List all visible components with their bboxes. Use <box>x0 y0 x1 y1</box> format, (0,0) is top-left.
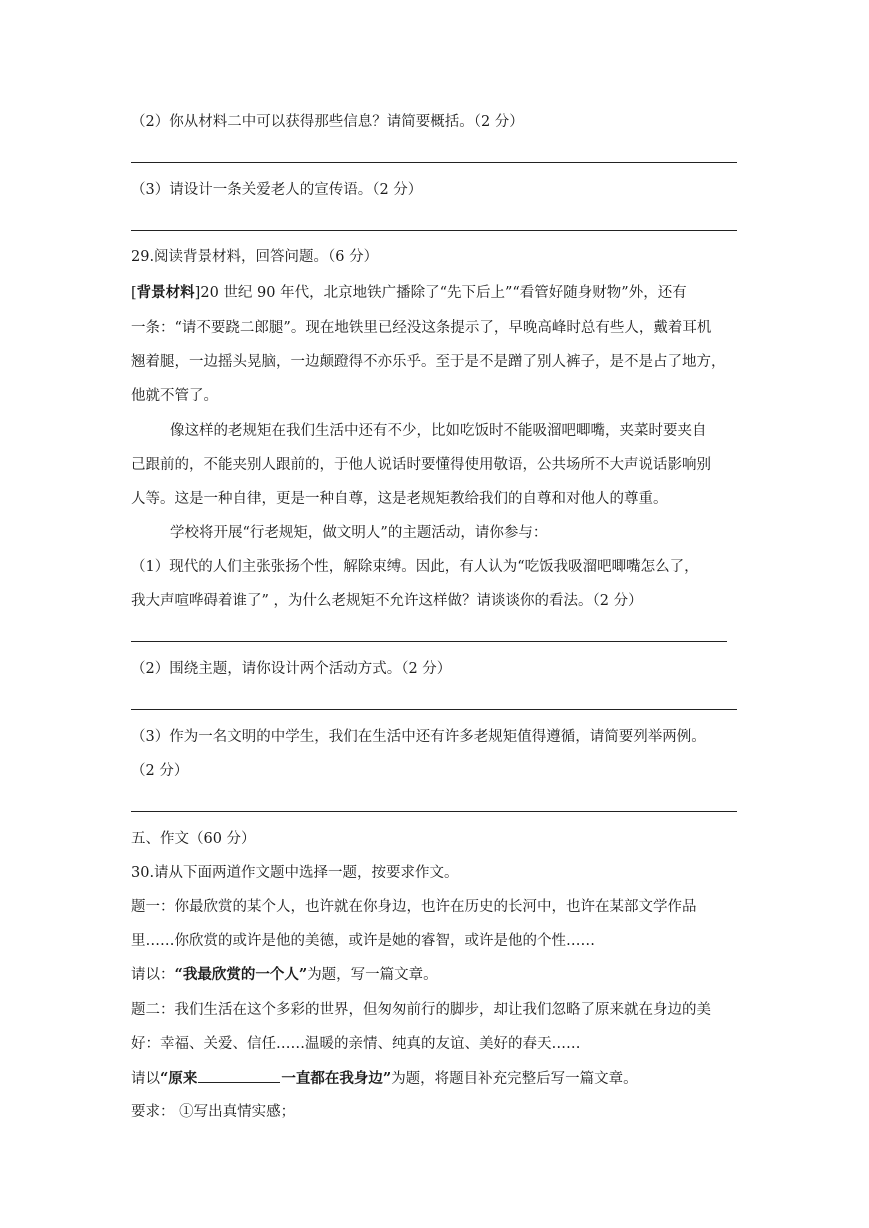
topic2-title-start: “原来 <box>160 1070 198 1087</box>
answer-line-q28-3[interactable] <box>131 230 737 231</box>
requirements: 要求： ①写出真情实感； <box>131 1104 296 1120</box>
answer-line-q28-2[interactable] <box>131 162 737 163</box>
topic1-text-cont: 里……你欣赏的或许是他的美德，或许是她的睿智，或许是他的个性…… <box>131 933 595 949</box>
bracket-close: ] <box>194 285 201 301</box>
q29-part3-cont: （2 分） <box>131 763 189 779</box>
title-fill-blank[interactable] <box>198 1068 280 1083</box>
topic1-requirement <box>131 965 438 985</box>
topic1-text: 题一：你最欣赏的某个人，也许就在你身边，也许在历史的长河中，也许在某部文学作品 <box>131 899 697 915</box>
q30-title: 30.请从下面两道作文题中选择一题，按要求作文。 <box>131 865 459 881</box>
activity-intro: 学校将开展“行老规矩，做文明人”的主题活动，请你参与： <box>170 525 548 541</box>
topic1-essay-title: “我最欣赏的一个人” <box>174 966 308 983</box>
background-text: 20 世纪 90 年代，北京地铁广播除了“先下后上”“看管好随身财物”外，还有 <box>200 285 687 301</box>
q29-part2: （2）围绕主题，请你设计两个活动方式。（2 分） <box>131 661 452 677</box>
req-prefix: 请以： <box>131 967 175 983</box>
topic2-text: 题二：我们生活在这个多彩的世界，但匆匆前行的脚步，却让我们忽略了原来就在身边的美 <box>131 1002 711 1018</box>
req-suffix: 为题，将题目补充完整后写一篇文章。 <box>391 1071 638 1087</box>
q28-part3: （3）请设计一条关爱老人的宣传语。（2 分） <box>131 182 423 198</box>
q28-part2: （2）你从材料二中可以获得那些信息？请简要概括。（2 分） <box>131 114 524 130</box>
background-text-line: 他就不管了。 <box>131 388 218 404</box>
section-title: 五、作文（60 分） <box>131 831 256 847</box>
answer-line-q29-1[interactable] <box>131 641 727 642</box>
req-suffix: 为题，写一篇文章。 <box>307 967 438 983</box>
paragraph-line: 己跟前的，不能夹别人跟前的，于他人说话时要懂得使用敬语，公共场所不大声说话影响别 <box>131 457 711 473</box>
background-text-line: 翘着腿，一边摇头晃脑，一边颠蹬得不亦乐乎。至于是不是蹭了别人裤子，是不是占了地方， <box>131 354 726 370</box>
background-text-line: 一条：“请不要跷二郎腿”。现在地铁里已经没这条提示了，早晚高峰时总有些人，戴着耳机 <box>131 320 712 336</box>
answer-line-q29-2[interactable] <box>131 709 737 710</box>
req-prefix: 请以 <box>131 1071 160 1087</box>
topic2-text-cont: 好：幸福、关爱、信任……温暖的亲情、纯真的友谊、美好的春天…… <box>131 1036 581 1052</box>
q29-part1-cont: 我大声喧哗碍着谁了” ，为什么老规矩不允许这样做？请谈谈你的看法。（2 分） <box>131 593 643 609</box>
background-label: 背景材料 <box>136 284 195 301</box>
q29-title: 29.阅读背景材料，回答问题。（6 分） <box>131 249 379 265</box>
q29-part3: （3）作为一名文明的中学生，我们在生活中还有许多老规矩值得遵循，请简要列举两例。 <box>131 729 706 745</box>
bracket-open: [ <box>131 285 137 301</box>
q29-part1: （1）现代的人们主张张扬个性，解除束缚。因此，有人认为“吃饭我吸溜吧唧嘴怎么了， <box>131 559 699 575</box>
q29-background-line <box>131 283 687 303</box>
answer-line-q29-3[interactable] <box>131 811 737 812</box>
paragraph-line: 人等。这是一种自律，更是一种自尊，这是老规矩教给我们的自尊和对他人的尊重。 <box>131 491 668 507</box>
topic2-requirement <box>131 1068 638 1089</box>
paragraph-line: 像这样的老规矩在我们生活中还有不少，比如吃饭时不能吸溜吧唧嘴，夹菜时要夹自 <box>170 423 707 439</box>
topic2-title-end: 一直都在我身边” <box>281 1070 392 1087</box>
